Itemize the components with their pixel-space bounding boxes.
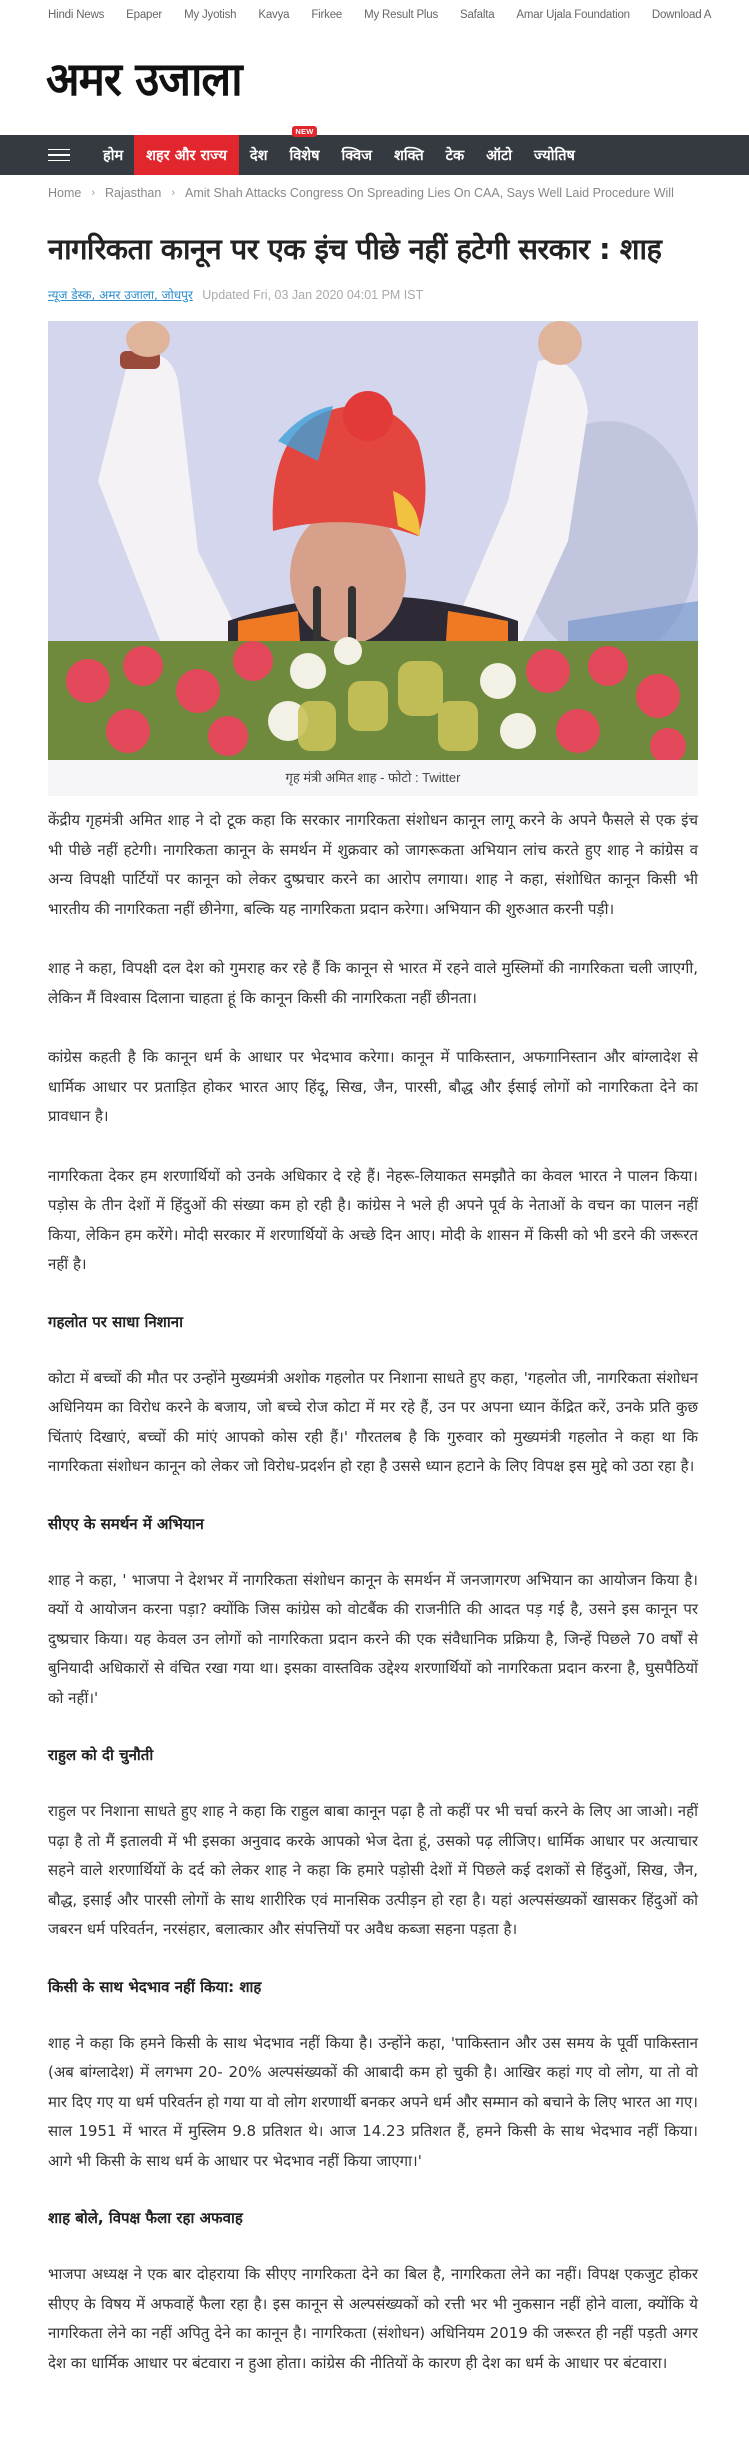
hamburger-line: [48, 149, 70, 151]
section-heading: सीएए के समर्थन में अभियान: [48, 1514, 204, 1533]
article-meta: [48, 286, 698, 303]
updated-timestamp: Updated Fri, 03 Jan 2020 04:01 PM IST: [202, 288, 424, 302]
image-caption: गृह मंत्री अमित शाह - फोटो : Twitter: [48, 760, 698, 796]
breadcrumb-separator-icon: ›: [171, 187, 175, 199]
article-headline: नागरिकता कानून पर एक इंच पीछे नहीं हटेगी सरकार : शाह: [48, 232, 662, 266]
breadcrumb-current: Amit Shah Attacks Congress On Spreading Lies On CAA, Says Well Laid Procedure Will: [184, 186, 674, 200]
topbar-link-epaper[interactable]: Epaper: [126, 9, 163, 21]
article-paragraph: शाह ने कहा कि हमने किसी के साथ भेदभाव नहीं किया है। उन्होंने कहा, 'पाकिस्तान और उस समय के पूर्वी पाकिस्तान (अब बांग्लादेश) में लगभग 20- 20% अल्पसंख्यकों की आबादी कम हो चुकी है। आखिर कहां गए वो लोग, या तो वो मार दिए गए या धर्म परिवर्तन हो गया या वो लोग शरणार्थी बनकर अपने धर्म और सम्मान को बचाने के लिए भारत आ गए। साल 1951 में भारत में मुस्लिम 9.8 प्रतिशत थे। आज 14.23 प्रतिशत हैं, हमने किसी के साथ भेदभाव नहीं किया। आगे भी किसी के साथ धर्म के आधार पर भेदभाव नहीं किया जाएगा।': [48, 2033, 698, 2170]
nav-item-tech[interactable]: [435, 135, 475, 175]
main-nav: [0, 127, 749, 175]
section-heading: राहुल को दी चुनौती: [48, 1746, 154, 1764]
topbar-link-safalta[interactable]: Safalta: [460, 9, 495, 21]
article-paragraph: राहुल पर निशाना साधते हुए शाह ने कहा कि राहुल बाबा कानून पढ़ा है तो कहीं पर भी चर्चा करने के लिए आ जाओ। नहीं पढ़ा है तो मैं इतालवी में भी इसका अनुवाद करके आपको भेज देता हूं, उसको पढ़ लीजिए। धार्मिक आधार पर अत्याचार सहने वाले शरणार्थियों के दर्द को लेकर शाह ने कहा कि हमारे पड़ोसी देशों में पिछले कई दशकों से हिंदुओं, सिख, जैन, बौद्ध, इसाई और पारसी लोगों के साथ शारीरिक एवं मानसिक उत्पीड़न हो रहा है। यहां अल्पसंख्यकों खासकर हिंदुओं को जबरन धर्म परिवर्तन, नरसंहार, बलात्कार और संपत्तियों पर अवैध कब्जा सहना पड़ता है।: [48, 1802, 698, 1938]
article-paragraph: नागरिकता देकर हम शरणार्थियों को उनके अधिकार दे रहे हैं। नेहरू-लियाकत समझौते का केवल भारत ने पालन किया। पड़ोस के तीन देशों में हिंदुओं की संख्या कम हो रही है। कांग्रेस ने भले ही अपने पूर्व के नेताओं के वचन का पालन नहीं किया, लेकिन हम करेंगे। मोदी सरकार में शरणार्थियों के अच्छे दिन आए। मोदी के शासन में किसी को भी डरने की जरूरत नहीं है।: [48, 1166, 698, 1273]
hamburger-icon[interactable]: [48, 135, 70, 175]
nav-item-label: टेक: [445, 148, 465, 164]
author-link[interactable]: न्यूज डेस्क, अमर उजाला, जोधपुर: [48, 288, 193, 302]
nav-item-shakti[interactable]: [383, 135, 435, 175]
nav-item-label: ज्योतिष: [534, 148, 575, 164]
article-photo[interactable]: [48, 321, 698, 760]
site-logo[interactable]: अमर उजाला: [46, 52, 242, 106]
top-utility-bar: [0, 0, 749, 30]
topbar-link-kavya[interactable]: Kavya: [258, 9, 290, 21]
nav-item-label: शहर और राज्य: [146, 148, 227, 164]
nav-item-label: क्विज: [341, 148, 372, 164]
hamburger-line: [48, 154, 70, 156]
topbar-link-download-app[interactable]: Download A: [651, 9, 712, 21]
article-paragraph: कोटा में बच्चों की मौत पर उन्होंने मुख्यमंत्री अशोक गहलोत पर निशाना साधते हुए कहा, 'गहलोत जी, नागरिकता संशोधन अधिनियम का विरोध करने के बजाय, जो बच्चे रोज कोटा में मर रहे हैं, उन पर अपना ध्यान केंद्रित करें, उनके प्रति कुछ चिंताएं दिखाएं, बच्चों की मांएं आपको कोस रही हैं।' गौरतलब है कि गुरुवार को मुख्यमंत्री गहलोत ने कहा था कि नागरिकता संशोधन कानून को लेकर जो विरोध-प्रदर्शन हो रहा है उससे ध्यान हटाने के लिए विपक्ष इस मुद्दे को उठा रहा है।: [48, 1368, 698, 1475]
topbar-link-firkee[interactable]: Firkee: [311, 9, 343, 21]
logo-row: [0, 30, 749, 135]
nav-item-label: शक्ति: [394, 148, 424, 164]
hamburger-line: [48, 160, 70, 162]
nav-item-vishesh[interactable]: [278, 127, 330, 175]
breadcrumb-home[interactable]: Home: [48, 186, 82, 200]
article-paragraph: शाह ने कहा, ' भाजपा ने देशभर में नागरिकता संशोधन कानून के समर्थन में जनजागरण अभियान का आयोजन किया है। क्यों ये आयोजन करना पड़ा? क्योंकि जिस कांग्रेस को वोटबैंक की राजनीति की आदत पड़ गई है, उसने इस कानून पर दुष्प्रचार किया। यह केवल उन लोगों को नागरिकता प्रदान करने की एक संवैधानिक प्रक्रिया है, जिन्हें पिछले 70 वर्षों से बुनियादी अधिकारों से वंचित रखा गया था। इसका वास्तविक उद्देश्य शरणार्थियों को नागरिकता प्रदान करना है, घुसपैठियों को नहीं।': [48, 1570, 698, 1707]
nav-item-auto[interactable]: [475, 135, 523, 175]
topbar-link-amar-ujala-foundation[interactable]: Amar Ujala Foundation: [516, 9, 630, 21]
nav-item-desh[interactable]: [239, 135, 279, 175]
section-heading: शाह बोले, विपक्ष फैला रहा अफवाह: [48, 2209, 243, 2227]
topbar-link-my-jyotish[interactable]: My Jyotish: [184, 9, 237, 21]
article-paragraph: शाह ने कहा, विपक्षी दल देश को गुमराह कर रहे हैं कि कानून से भारत में रहने वाले मुस्लिमों की नागरिकता चली जाएगी, लेकिन मैं विश्वास दिलाना चाहता हूं कि कानून किसी की नागरिकता नहीं छीनता।: [48, 959, 698, 1007]
article-body: [48, 806, 698, 2378]
nav-item-city-state[interactable]: [134, 135, 239, 175]
section-heading: गहलोत पर साधा निशाना: [48, 1312, 183, 1331]
new-badge: NEW: [292, 126, 316, 137]
nav-item-jyotish[interactable]: [523, 135, 586, 175]
article-paragraph: कांग्रेस कहती है कि कानून धर्म के आधार पर भेदभाव करेगा। कानून में पाकिस्तान, अफगानिस्तान और बांग्लादेश से धार्मिक आधार पर प्रताड़ित होकर भारत आए हिंदू, सिख, जैन, पारसी, बौद्ध और ईसाई लोगों को नागरिकता देने का प्रावधान है।: [48, 1048, 698, 1125]
breadcrumb-rajasthan[interactable]: Rajasthan: [105, 186, 162, 200]
topbar-link-hindi-news[interactable]: Hindi News: [48, 9, 105, 21]
article: [0, 227, 749, 2378]
topbar-link-my-result-plus[interactable]: My Result Plus: [364, 9, 439, 21]
photo-illustration: [48, 321, 698, 760]
nav-item-quiz[interactable]: [331, 135, 383, 175]
section-heading: किसी के साथ भेदभाव नहीं किया: शाह: [48, 1977, 262, 1996]
nav-item-label: देश: [249, 148, 268, 164]
breadcrumb: [0, 175, 749, 211]
nav-item-label: होम: [103, 148, 124, 164]
article-figure: [48, 321, 698, 796]
nav-item-label: ऑटो: [486, 148, 513, 164]
breadcrumb-separator-icon: ›: [91, 187, 96, 199]
article-paragraph: केंद्रीय गृहमंत्री अमित शाह ने दो टूक कहा कि सरकार नागरिकता संशोधन कानून लागू करने के अपने फैसले से एक इंच भी पीछे नहीं हटेगी। नागरिकता कानून के समर्थन में शुक्रवार को जागरूकता अभियान लांच करते हुए शाह ने कांग्रेस व अन्य विपक्षी पार्टियों पर कानून को लेकर दुष्प्रचार करने का आरोप लगाया। शाह ने कहा, संशोधित कानून किसी भी भारतीय की नागरिकता नहीं छीनेगा, बल्कि यह नागरिकता प्रदान करेगा। अभियान की शुरुआत करनी पड़ी।: [48, 811, 698, 918]
nav-item-home[interactable]: [92, 135, 134, 175]
nav-item-label: विशेष: [289, 148, 320, 164]
article-paragraph: भाजपा अध्यक्ष ने एक बार दोहराया कि सीएए नागरिकता देने का बिल है, नागरिकता लेने का नहीं। विपक्ष एकजुट होकर सीएए के विषय में अफवाहें फैला रहा है। इस कानून से अल्पसंख्यकों को रत्ती भर भी नुकसान नहीं होने वाला, क्योंकि ये नागरिकता लेने का नहीं अपितु देने का कानून है। नागरिकता (संशोधन) अधिनियम 2019 की जरूरत ही नहीं पड़ती अगर देश का धार्मिक आधार पर बंटवारा न हुआ होता। कांग्रेस की नीतियों के कारण ही देश का धर्म के आधार पर बंटवारा।: [48, 2265, 698, 2372]
